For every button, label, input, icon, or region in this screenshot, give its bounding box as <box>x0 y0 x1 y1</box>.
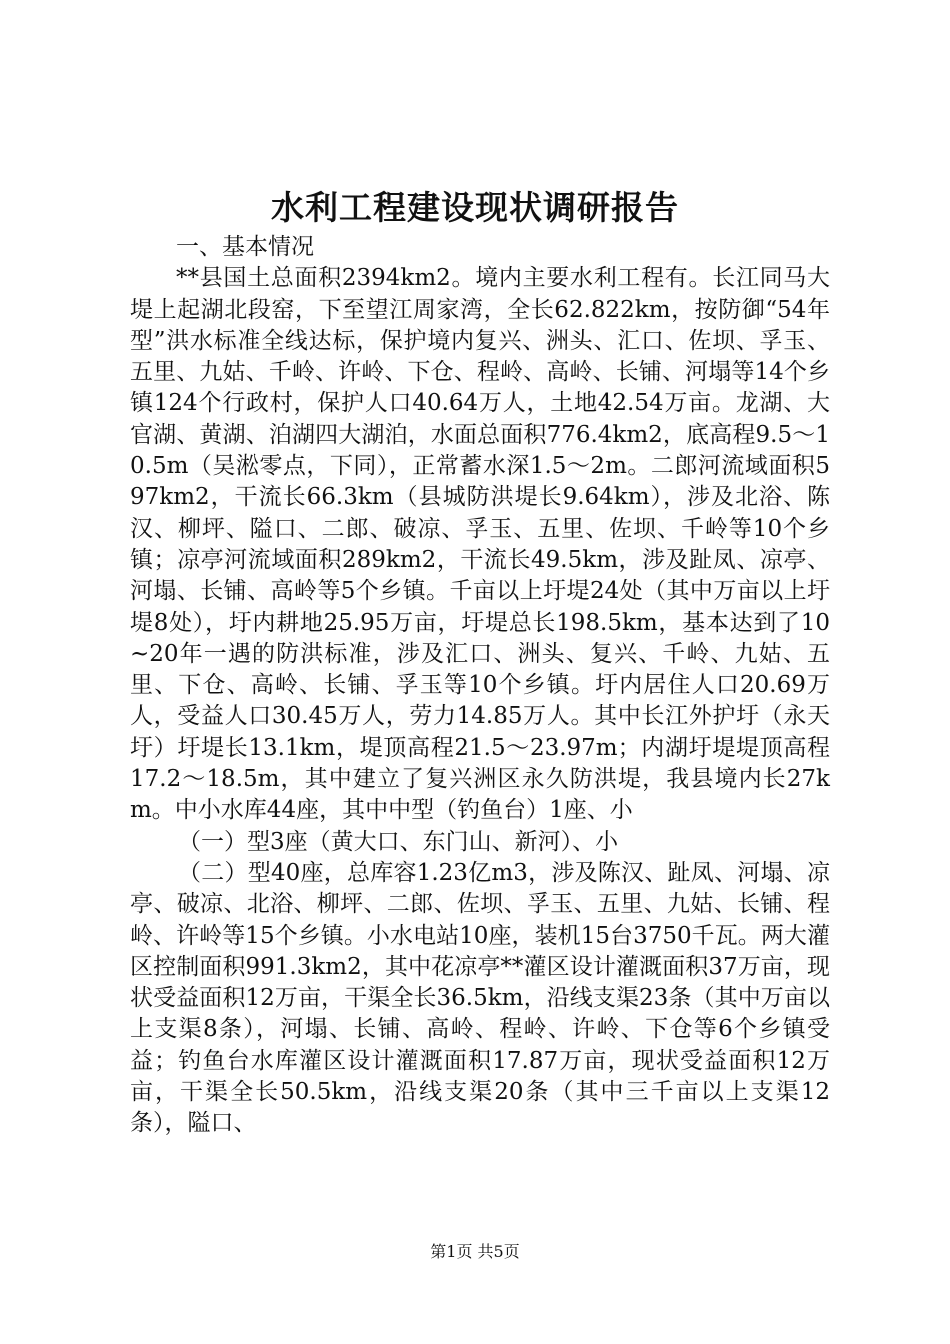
document-title: 水利工程建设现状调研报告 <box>271 188 679 227</box>
section-heading: 一、基本情况 <box>176 234 314 260</box>
body-paragraph: **县国土总面积2394km2。境内主要水利工程有。长江同马大堤上起湖北段窑，下至望江周家湾，全长62.822km，按防御“54年型”洪水标准全线达标，保护境内复兴、洲头、汇口、佐坝、孚玉、五里、九姑、千岭、许岭、下仓、程岭、高岭、长铺、河塌等14个乡镇124个行政村，保护人口40.64万人，土地42.54万亩。龙湖、大官湖、黄湖、泊湖四大湖泊，水面总面积776.4km2，底高程9.5～10.5m（吴淞零点，下同），正常蓄水深1.5～2m。二郎河流域面积597km2，干流长66.3km（县城防洪堤长9.64km），涉及北浴、陈汉、柳坪、隘口、二郎、破凉、孚玉、五里、佐坝、千岭等10个乡镇；凉亭河流域面积289km2，干流长49.5km，涉及趾凤、凉亭、河塌、长铺、高岭等5个乡镇。千亩以上圩堤24处（其中万亩以上圩堤8处），圩内耕地25.95万亩，圩堤总长198.5km，基本达到了10~20年一遇的防洪标准，涉及汇口、洲头、复兴、千岭、九姑、五里、下仓、高岭、长铺、孚玉等10个乡镇。圩内居住人口20.69万人，受益人口30.45万人，劳力14.85万人。其中长江外护圩（永天圩）圩堤长13.1km，堤顶高程21.5～23.97m；内湖圩堤堤顶高程17.2～18.5m，其中建立了复兴洲区永久防洪堤，我县境内长27km。中小水库44座，其中中型（钓鱼台）1座、小 <box>130 265 830 824</box>
body-paragraph: （一）型3座（黄大口、东门山、新河）、小 <box>178 828 619 855</box>
body-paragraph: （二）型40座，总库容1.23亿m3，涉及陈汉、趾凤、河塌、凉亭、破凉、北浴、柳坪、二郎、佐坝、孚玉、五里、九姑、长铺、程岭、许岭等15个乡镇。小水电站10座，装机15台3750千瓦。两大灌区控制面积991.3km2，其中花凉亭**灌区设计灌溉面积37万亩，现状受益面积12万亩，干渠全长36.5km，沿线支渠23条（其中万亩以上支渠8条），河塌、长铺、高岭、程岭、许岭、下仓等6个乡镇受益；钓鱼台水库灌区设计灌溉面积17.87万亩，现状受益面积12万亩，干渠全长50.5km，沿线支渠20条（其中三千亩以上支渠12条），隘口、 <box>130 859 830 1137</box>
page-number-footer: 第1页 共5页 <box>430 1242 520 1261</box>
document-body <box>130 232 830 1140</box>
